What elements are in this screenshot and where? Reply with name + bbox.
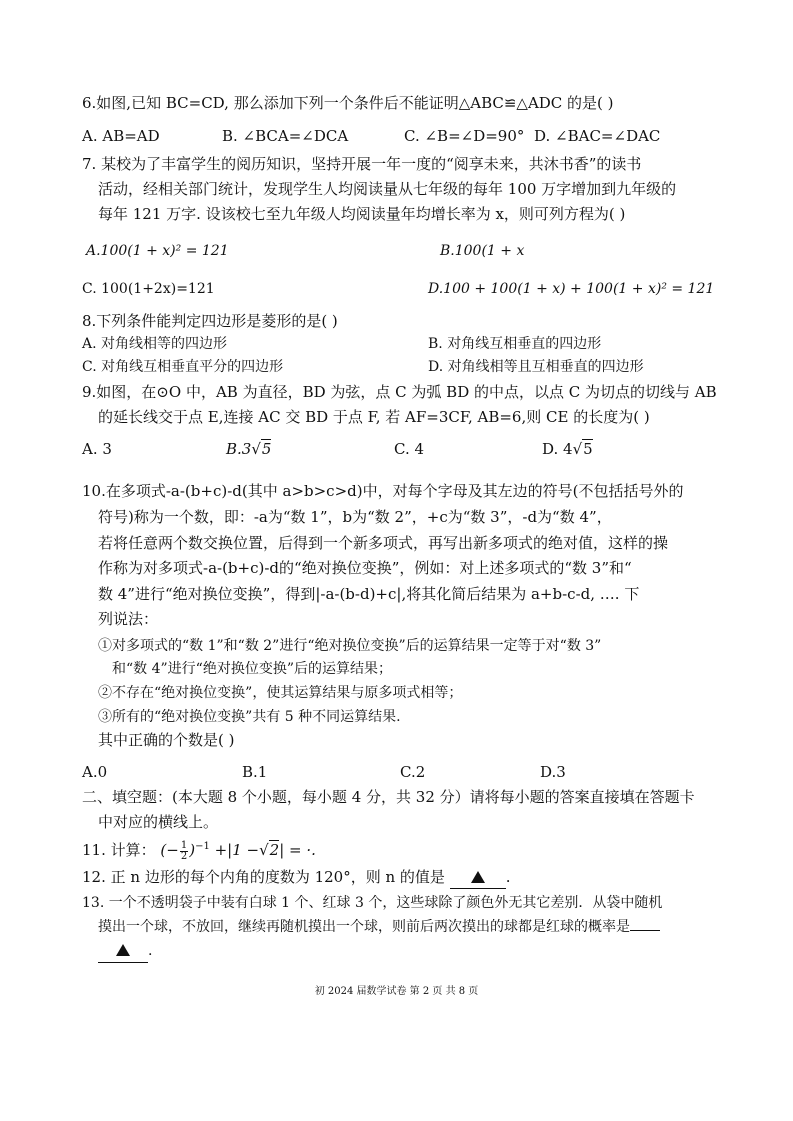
- question-13-line-2: 摸出一个球，不放回，继续再随机摸出一个球，则前后两次摸出的球都是红球的概率是: [98, 916, 660, 938]
- question-10-line-3: 若将任意两个数交换位置，后得到一个新多项式，再写出新多项式的绝对值，这样的操: [98, 534, 669, 552]
- question-13-line-3: .: [98, 940, 152, 963]
- q7-option-c: C. 100(1+2x)=121: [82, 281, 215, 297]
- question-7-line-2: 活动，经相关部门统计，发现学生人均阅读量从七年级的每年 100 万字增加到九年级的: [98, 180, 677, 198]
- section-2-heading: 二、填空题：(本大题 8 个小题，每小题 4 分，共 32 分）请将每小题的答案直接填在答题卡: [82, 788, 695, 806]
- q8-option-d: D. 对角线相等且互相垂直的四边形: [428, 359, 644, 375]
- question-7-line-3: 每年 121 万字. 设该校七至九年级人均阅读量年均增长率为 x，则可列方程为( ): [98, 205, 626, 223]
- question-11: 11. 计算： (− $\frac{1}{2}$ )$^{-1}$ +|1 −√2| = ·.: [82, 839, 316, 862]
- q6-option-b: B. ∠BCA=∠DCA: [222, 127, 349, 145]
- q10-statement-3: ③所有的“绝对换位变换”共有 5 种不同运算结果.: [98, 709, 401, 725]
- q11-fraction: $\frac{1}{2}$: [180, 839, 188, 862]
- question-6-stem: 6.如图,已知 BC=CD, 那么添加下列一个条件后不能证明△ABC≌△ADC 的是( ): [82, 94, 614, 112]
- q10-option-a: A.0: [82, 763, 108, 781]
- page-footer: 初 2024 届数学试卷 第 2 页 共 8 页: [314, 986, 479, 997]
- question-10-line-1: 10.在多项式-a-(b+c)-d(其中 a>b>c>d)中，对每个字母及其左边的符号(不包括括号外的: [82, 482, 684, 500]
- q6-option-a: A. AB=AD: [82, 127, 160, 145]
- q10-statement-1-cont: 和“数 4”进行“绝对换位变换”后的运算结果；: [112, 661, 392, 677]
- q10-option-d: D.3: [540, 763, 566, 781]
- q9-option-d: D. 4√5: [542, 440, 593, 458]
- q6-option-c: C. ∠B=∠D=90°: [404, 127, 525, 145]
- answer-blank-13[interactable]: [630, 930, 660, 931]
- question-10-line-6: 列说法：: [98, 610, 159, 628]
- q6-option-d: D. ∠BAC=∠DAC: [534, 127, 661, 145]
- q9-option-a: A. 3: [82, 440, 112, 458]
- q8-option-c: C. 对角线互相垂直平分的四边形: [82, 359, 284, 375]
- question-10-line-2: 符号)称为一个数，即：-a为“数 1”，b为“数 2”，+c为“数 3”，-d为“数 4”，: [98, 508, 612, 526]
- q10-option-c: C.2: [400, 763, 426, 781]
- q10-statement-2: ②不存在“绝对换位变换”，使其运算结果与原多项式相等；: [98, 685, 463, 701]
- question-7-line-1: 7. 某校为了丰富学生的阅历知识，坚持开展一年一度的“阅享未来，共沐书香”的读书: [82, 155, 642, 173]
- answer-blank-13-cont[interactable]: [98, 940, 148, 963]
- q7-option-d: D.100 + 100(1 + x) + 100(1 + x)² = 121: [428, 281, 715, 297]
- q7-option-b: B.100(1 + x: [440, 243, 525, 259]
- question-13-line-1: 13. 一个不透明袋子中装有白球 1 个、红球 3 个，这些球除了颜色外无其它差别．从袋中随机: [82, 895, 663, 911]
- section-2-heading-cont: 中对应的横线上。: [98, 813, 219, 831]
- q10-statement-1: ①对多项式的“数 1”和“数 2”进行“绝对换位变换”后的运算结果一定等于对“数 3”: [98, 638, 602, 654]
- q8-option-a: A. 对角线相等的四边形: [82, 336, 228, 352]
- triangle-icon: [116, 944, 130, 956]
- question-9-line-1: 9.如图，在⊙O 中，AB 为直径，BD 为弦，点 C 为弧 BD 的中点，以点 C 为切点的切线与 AB: [82, 383, 717, 401]
- answer-blank-12[interactable]: [450, 866, 506, 889]
- q10-prompt: 其中正确的个数是( ): [98, 731, 235, 749]
- question-10-line-4: 作称为对多项式-a-(b+c)-d的“绝对换位变换”，例如：对上述多项式的“数 3”和“: [98, 559, 632, 577]
- q9-option-c: C. 4: [394, 440, 425, 458]
- question-12: 12. 正 n 边形的每个内角的度数为 120°，则 n 的值是 .: [82, 866, 510, 889]
- question-9-options: [82, 438, 682, 464]
- q7-option-a: A.100(1 + x)² = 121: [86, 243, 229, 259]
- question-8-stem: 8.下列条件能判定四边形是菱形的是( ): [82, 312, 338, 330]
- triangle-icon: [471, 871, 485, 883]
- q8-option-b: B. 对角线互相垂直的四边形: [428, 336, 602, 352]
- q9-option-b: B.3√5: [226, 440, 272, 458]
- question-10-line-5: 数 4”进行“绝对换位变换”，得到|-a-(b-d)+c|,将其化简后结果为 a+b-c-d, …. 下: [98, 585, 640, 603]
- q10-option-b: B.1: [242, 763, 268, 781]
- question-9-line-2: 的延长线交于点 E,连接 AC 交 BD 于点 F, 若 AF=3CF, AB=6,则 CE 的长度为( ): [98, 408, 650, 426]
